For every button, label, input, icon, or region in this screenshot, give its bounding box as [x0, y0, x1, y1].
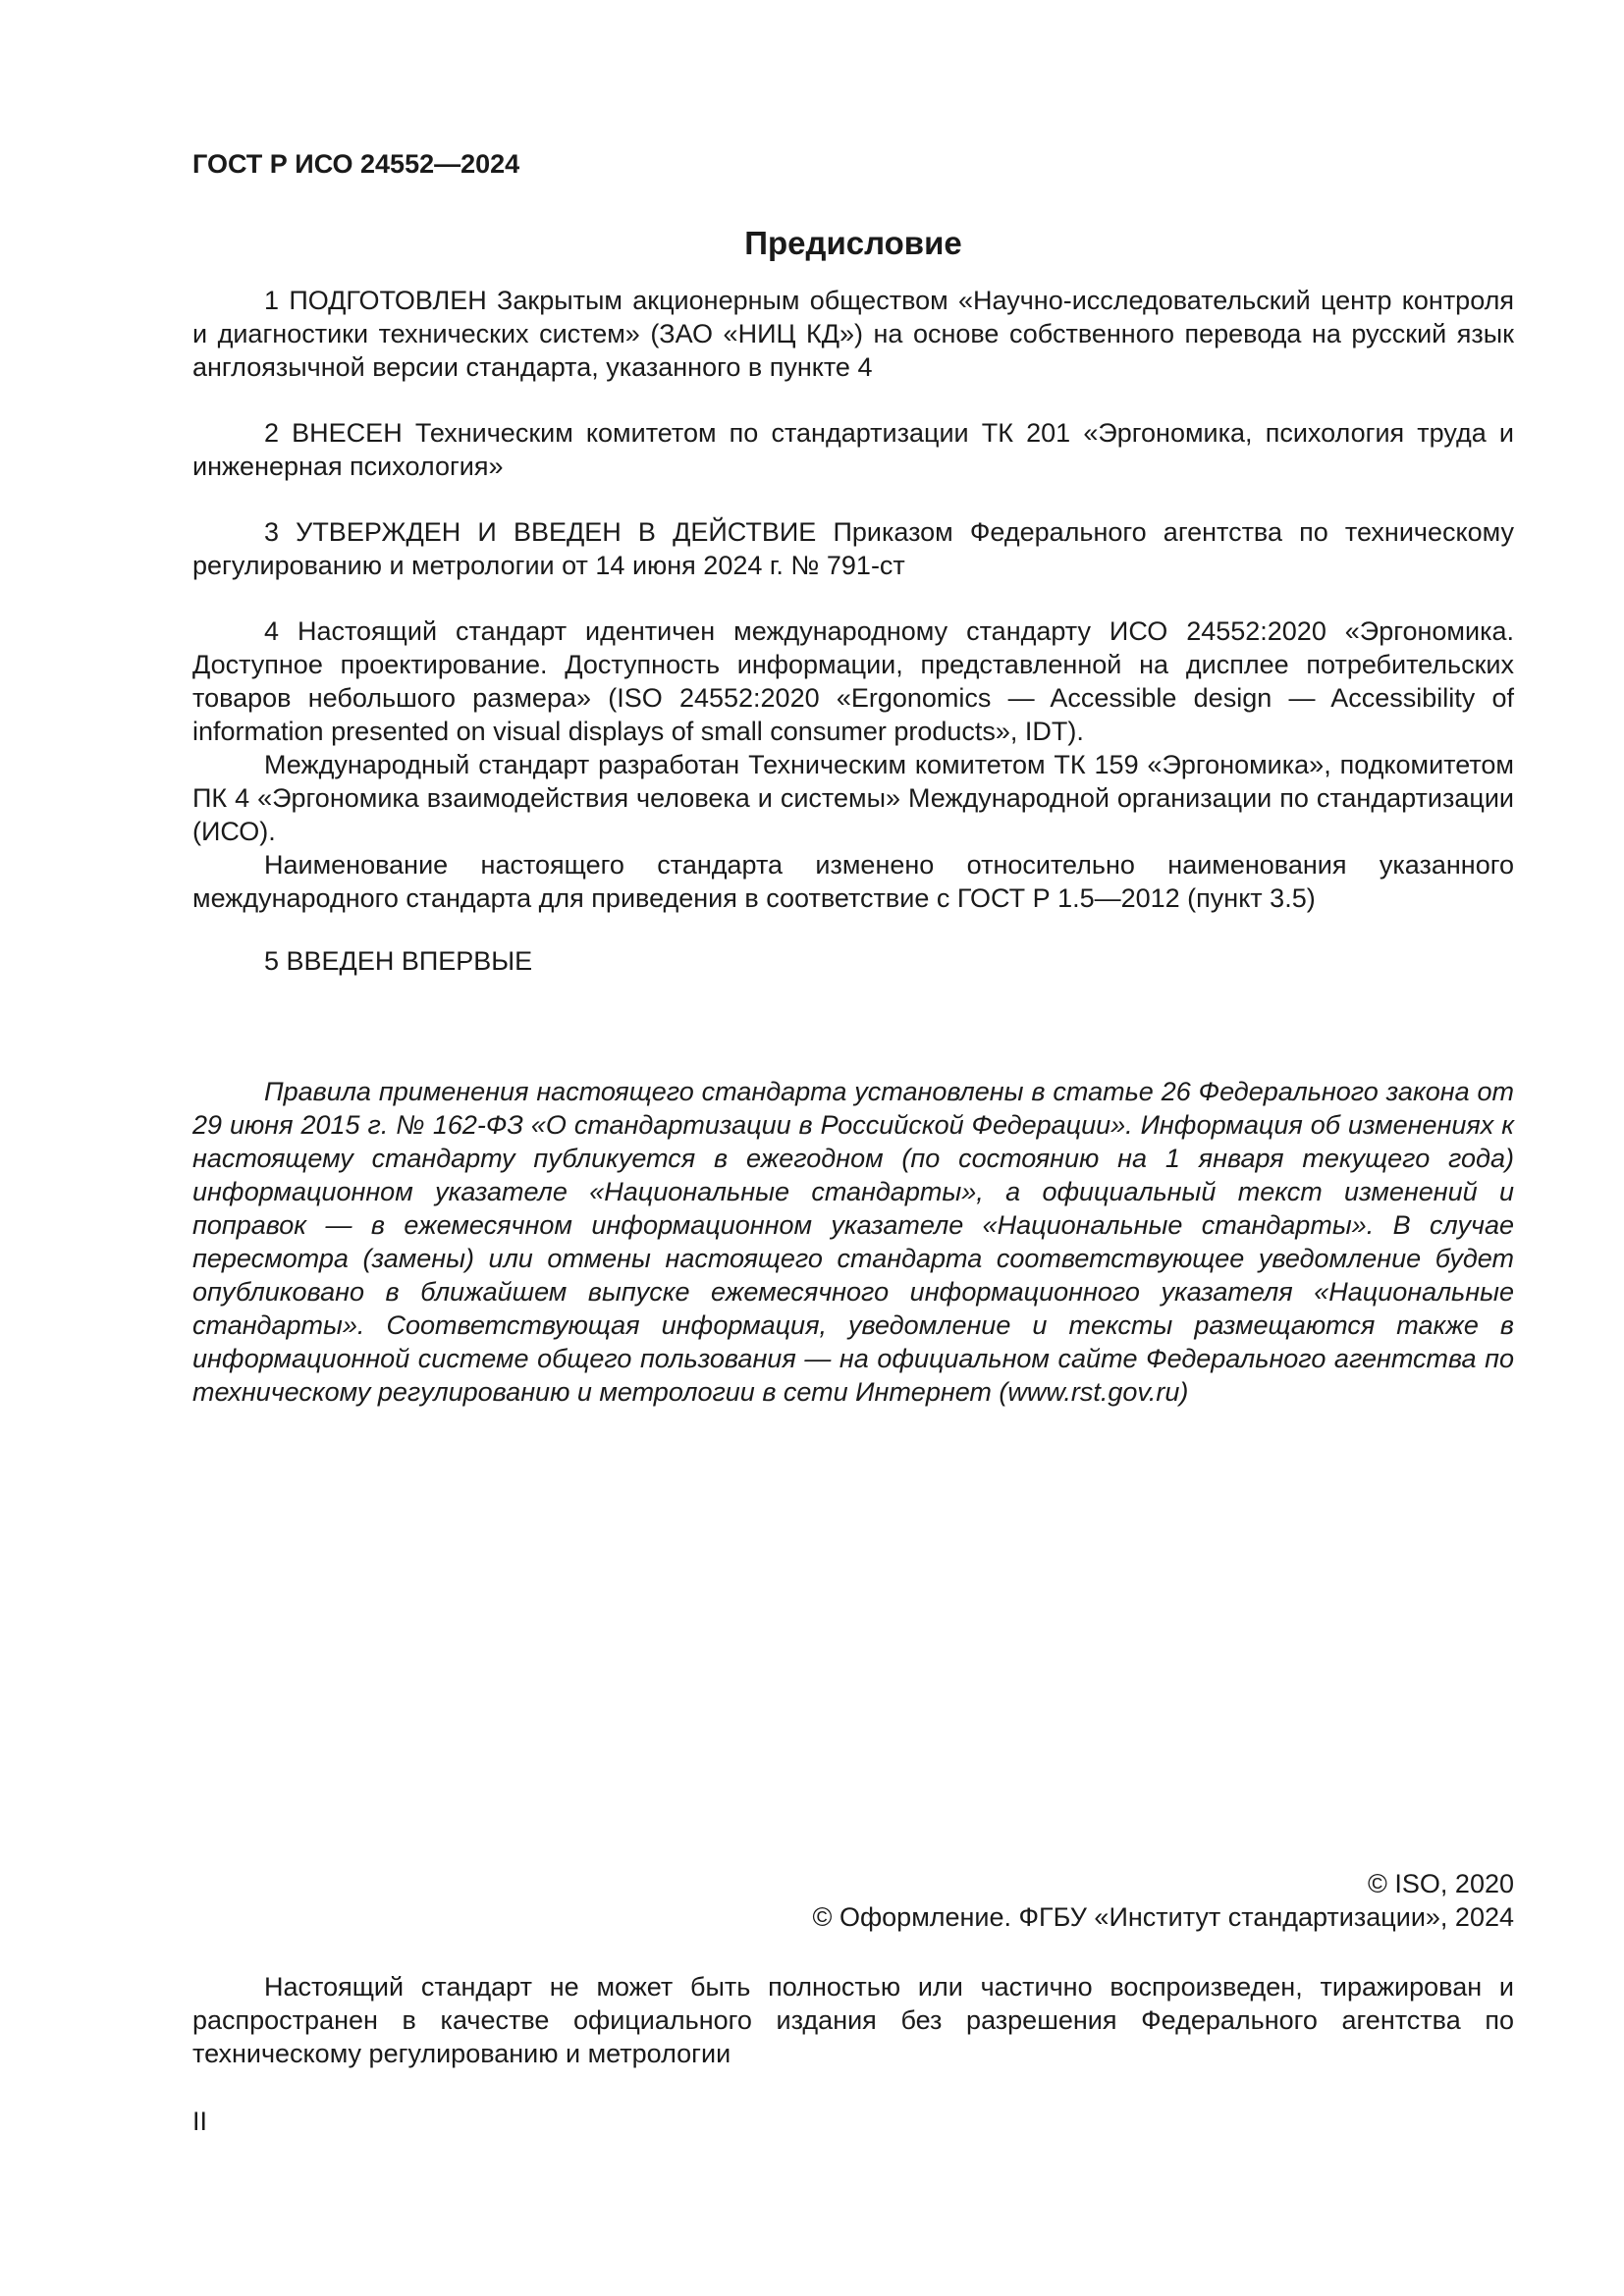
copyright-block	[192, 1867, 1514, 1934]
section-2-text: 2 ВНЕСЕН Техническим комитетом по стандартизации ТК 201 «Эргономика, психология труда и инженерная психология»	[192, 418, 1514, 481]
section-4-paragraph-3: Наименование настоящего стандарта изменено относительно наименования указанного международного стандарта для приведения в соответствие с ГОСТ Р 1.5—2012 (пункт 3.5)	[192, 850, 1514, 913]
page-title: Предисловие	[744, 225, 962, 261]
rules-notice	[192, 1075, 1514, 1409]
copyright-design: © Оформление. ФГБУ «Институт стандартизации», 2024	[812, 1902, 1514, 1932]
section-4	[192, 614, 1514, 915]
copyright-iso: © ISO, 2020	[1368, 1869, 1514, 1898]
section-1-text: 1 ПОДГОТОВЛЕН Закрытым акционерным обществом «Научно-исследовательский центр контроля и диагностики технических систем» (ЗАО «НИЦ КД») на основе собственного перевода на русский язык англоязычной версии стандарта, указанного в пункте 4	[192, 286, 1514, 382]
document-code: ГОСТ Р ИСО 24552—2024	[192, 149, 520, 179]
section-5-text: 5 ВВЕДЕН ВПЕРВЫЕ	[264, 946, 533, 976]
page-number: II	[192, 2107, 208, 2136]
section-2	[192, 416, 1514, 483]
section-3-text: 3 УТВЕРЖДЕН И ВВЕДЕН В ДЕЙСТВИЕ Приказом Федерального агентства по техническому регулированию и метрологии от 14 июня 2024 г. № 791-ст	[192, 517, 1514, 580]
section-1	[192, 284, 1514, 384]
section-5	[192, 944, 1514, 978]
section-3	[192, 515, 1514, 582]
section-4-paragraph-1: 4 Настоящий стандарт идентичен международному стандарту ИСО 24552:2020 «Эргономика. Доступное проектирование. Доступность информации, представленной на дисплее потребительских товаров небольшого размера» (ISO 24552:2020 «Ergonomics — Accessible design — Accessibility of information presented on visual displays of small consumer products», IDT).	[192, 616, 1514, 746]
reproduction-notice	[192, 1970, 1514, 2070]
reproduction-notice-text: Настоящий стандарт не может быть полностью или частично воспроизведен, тиражирован и распространен в качестве официального издания без разрешения Федерального агентства по техническому регулированию и метрологии	[192, 1972, 1514, 2068]
section-4-paragraph-2: Международный стандарт разработан Техническим комитетом ТК 159 «Эргономика», подкомитетом ПК 4 «Эргономика взаимодействия человека и системы» Международной организации по стандартизации (ИСО).	[192, 750, 1514, 846]
rules-notice-text: Правила применения настоящего стандарта установлены в статье 26 Федерального закона от 29 июня 2015 г. № 162-ФЗ «О стандартизации в Российской Федерации». Информация об изменениях к настоящему стандарту публикуется в ежегодном (по состоянию на 1 января текущего года) информационном указателе «Национальные стандарты», а официальный текст изменений и поправок — в ежемесячном информационном указателе «Национальные стандарты». В случае пересмотра (замены) или отмены настоящего стандарта соответствующее уведомление будет опубликовано в ближайшем выпуске ежемесячного информационного указателя «Национальные стандарты». Соответствующая информация, уведомление и тексты размещаются также в информационной системе общего пользования — на официальном сайте Федерального агентства по техническому регулированию и метрологии в сети Интернет (www.rst.gov.ru)	[192, 1077, 1514, 1407]
